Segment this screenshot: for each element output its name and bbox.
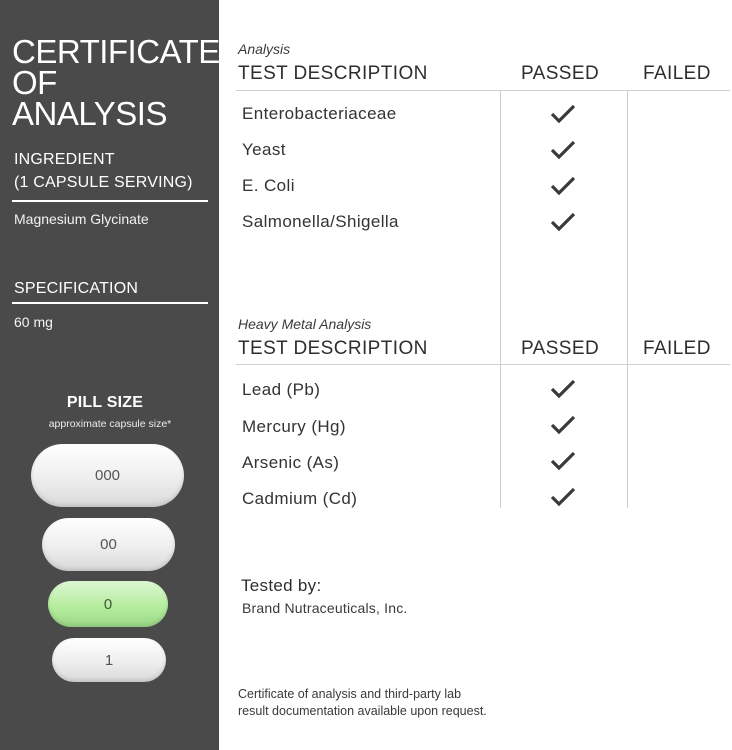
analysis-row-label: Yeast [242,140,286,159]
capsule-label: 0 [103,595,113,613]
checkmark-icon [550,176,576,196]
ingredient-divider [12,200,208,202]
heavy-metal-header-passed: PASSED [521,338,600,359]
heavy-metal-row-label: Lead (Pb) [242,380,321,399]
specification-divider [12,302,208,304]
ingredient-heading [14,148,209,194]
footer-line-2: result documentation available upon request. [238,704,487,718]
checkmark-icon [550,379,576,399]
checkmark-icon [550,451,576,471]
analysis-row-label: Enterobacteriaceae [242,104,397,123]
checkmark-icon [550,212,576,232]
analysis-row-label: Salmonella/Shigella [242,212,399,231]
pill-size-title: PILL SIZE [66,394,144,411]
capsule-size-000 [31,444,184,507]
analysis-header-divider [236,90,730,91]
checkmark-icon [550,104,576,124]
document-title [12,33,220,132]
title-line-2: OF ANALYSIS [12,64,167,132]
analysis-row-label: E. Coli [242,176,295,195]
heavy-metal-section-label: Heavy Metal Analysis [238,316,372,332]
analysis-header-passed: PASSED [521,63,600,84]
sidebar-panel [0,0,219,750]
heavy-metal-row-label: Arsenic (As) [242,453,340,472]
checkmark-icon [550,140,576,160]
heavy-metal-header-failed: FAILED [643,338,711,359]
ingredient-value: Magnesium Glycinate [14,211,149,227]
capsule-label: 000 [94,467,121,484]
passed-column-divider [500,90,501,508]
analysis-header-failed: FAILED [643,63,711,84]
ingredient-heading-line-1: INGREDIENT [14,151,115,168]
heavy-metal-row-label: Mercury (Hg) [242,417,346,436]
footer-line-1: Certificate of analysis and third-party lab [238,687,462,701]
capsule-size-00 [42,518,175,571]
tested-by-label: Tested by: [241,576,322,595]
ingredient-heading-line-2: (1 CAPSULE SERVING) [14,174,193,191]
capsule-label: 00 [100,536,117,553]
checkmark-icon [550,415,576,435]
capsule-size-0 [48,581,168,627]
heavy-metal-row-label: Cadmium (Cd) [242,489,358,508]
footer-note [238,686,558,720]
specification-heading: SPECIFICATION [14,280,139,297]
heavy-metal-header-description: TEST DESCRIPTION [238,338,428,359]
title-line-1: CERTIFICATE [12,33,220,70]
specification-value: 60 mg [14,314,53,330]
capsule-size-1 [52,638,166,682]
analysis-header-description: TEST DESCRIPTION [238,63,428,84]
analysis-section-label: Analysis [238,41,291,57]
capsule-label: 1 [104,651,114,669]
tested-by-company: Brand Nutraceuticals, Inc. [242,600,408,616]
failed-column-divider [627,90,628,508]
heavy-metal-header-divider [236,364,730,365]
checkmark-icon [550,487,576,507]
pill-size-subtitle: approximate capsule size* [48,418,172,430]
